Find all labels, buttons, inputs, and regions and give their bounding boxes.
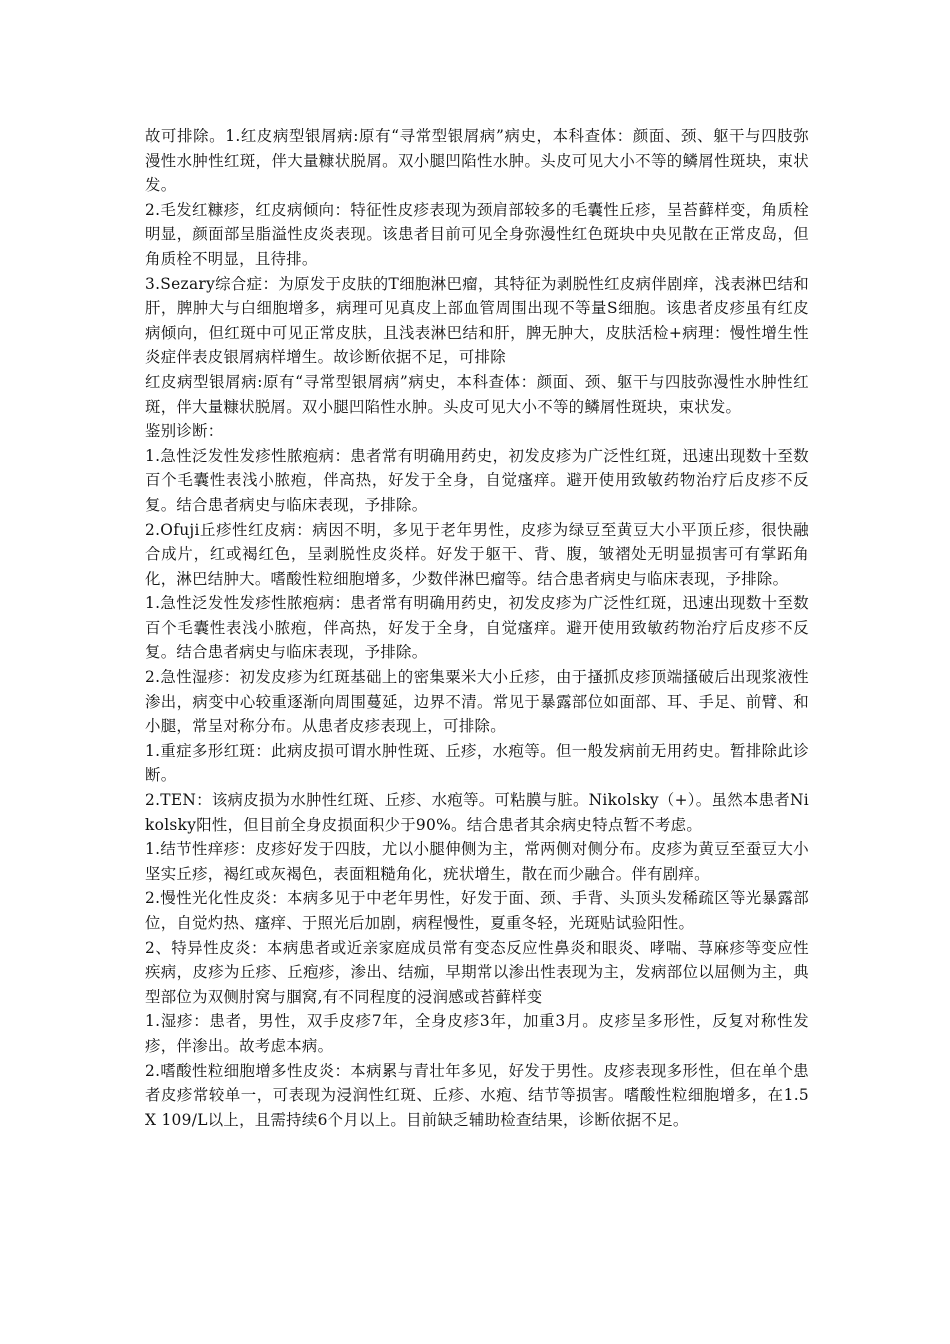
paragraph-3: 3.Sezary综合症：为原发于皮肤的T细胞淋巴瘤，其特征为剥脱性红皮病伴剧痒，浅表淋巴结和肝，脾肿大与白细胞增多，病理可见真皮上部血管周围出现不等量S细胞。该患者皮疹虽有红皮病倾向，但红斑中可见正常皮肤，且浅表淋巴结和肝，脾无肿大，皮肤活检+病理：慢性增生性炎症伴表皮银屑病样增生。故诊断依据不足，可排除	[145, 274, 809, 367]
paragraph-2: 2.毛发红糠疹，红皮病倾向：特征性皮疹表现为颈肩部较多的毛囊性丘疹，呈苔藓样变，角质栓明显，颜面部呈脂溢性皮炎表现。该患者目前可见全身弥漫性红色斑块中央见散在正常皮岛，但角质栓不明显，且待排。	[145, 200, 809, 268]
paragraph-4: 红皮病型银屑病:原有“寻常型银屑病”病史，本科查体：颜面、颈、躯干与四肢弥漫性水肿性红斑，伴大量糠状脱屑。双小腿凹陷性水肿。头皮可见大小不等的鳞屑性斑块，束状发。	[145, 372, 809, 416]
paragraph-8: 1.急性泛发性发疹性脓疱病：患者常有明确用药史，初发皮疹为广泛性红斑，迅速出现数十至数百个毛囊性表浅小脓疱，伴高热，好发于全身，自觉瘙痒。避开使用致敏药物治疗后皮疹不反复。结合患者病史与临床表现，予排除。	[145, 594, 809, 662]
paragraph-6: 1.急性泛发性发疹性脓疱病：患者常有明确用药史，初发皮疹为广泛性红斑，迅速出现数十至数百个毛囊性表浅小脓疱，伴高热，好发于全身，自觉瘙痒。避开使用致敏药物治疗后皮疹不反复。结合患者病史与临床表现，予排除。	[145, 446, 809, 514]
paragraph-9: 2.急性湿疹：初发皮疹为红斑基础上的密集粟米大小丘疹，由于搔抓皮疹顶端搔破后出现浆液性渗出，病变中心较重逐渐向周围蔓延，边界不清。常见于暴露部位如面部、耳、手足、前臂、和小腿，常呈对称分布。从患者皮疹表现上，可排除。	[145, 668, 809, 736]
paragraph-16: 2.嗜酸性粒细胞增多性皮炎：本病累与青壮年多见，好发于男性。皮疹表现多形性，但在单个患者皮疹常较单一，可表现为浸润性红斑、丘疹、水疱、结节等损害。嗜酸性粒细胞增多，在1.5 X 109/L以上，且需持续6个月以上。目前缺乏辅助检查结果，诊断依据不足。	[145, 1061, 809, 1129]
paragraph-13: 2.慢性光化性皮炎：本病多见于中老年男性，好发于面、颈、手背、头顶头发稀疏区等光暴露部位，自觉灼热、瘙痒、于照光后加剧，病程慢性，夏重冬轻，光斑贴试验阳性。	[145, 889, 809, 932]
paragraph-1: 故可排除。1.红皮病型银屑病:原有“寻常型银屑病”病史，本科查体：颜面、颈、躯干与四肢弥漫性水肿性红斑，伴大量糠状脱屑。双小腿凹陷性水肿。头皮可见大小不等的鳞屑性斑块，束状发。	[145, 127, 809, 195]
paragraph-10: 1.重症多形红斑：此病皮损可谓水肿性斑、丘疹，水疱等。但一般发病前无用药史。暂排除此诊断。	[145, 741, 809, 785]
section-heading: 鉴别诊断：	[145, 422, 224, 441]
paragraph-12: 1.结节性痒疹：皮疹好发于四肢，尤以小腿伸侧为主，常两侧对侧分布。皮疹为黄豆至蚕豆大小坚实丘疹，褐红或灰褐色，表面粗糙角化，疣状增生，散在而少融合。伴有剧痒。	[145, 840, 809, 883]
paragraph-7: 2.Ofuji丘疹性红皮病：病因不明，多见于老年男性，皮疹为绿豆至黄豆大小平顶丘疹，很快融合成片，红或褐红色，呈剥脱性皮炎样。好发于躯干、背、腹，皱褶处无明显损害可有掌跖角化，淋巴结肿大。嗜酸性粒细胞增多，少数伴淋巴瘤等。结合患者病史与临床表现，予排除。	[145, 520, 809, 588]
document-page	[145, 124, 809, 1132]
paragraph-14: 2、特异性皮炎：本病患者或近亲家庭成员常有变态反应性鼻炎和眼炎、哮喘、荨麻疹等变应性疾病，皮疹为丘疹、丘疱疹，渗出、结痂，早期常以渗出性表现为主，发病部位以屈侧为主，典型部位为双侧肘窝与腘窝,有不同程度的浸润感或苔藓样变	[145, 938, 809, 1006]
paragraph-11: 2.TEN：该病皮损为水肿性红斑、丘疹、水疱等。可粘膜与脏。Nikolsky（+）。虽然本患者Nikolsky阳性，但目前全身皮损面积少于90%。结合患者其余病史特点暂不考虑。	[145, 791, 809, 834]
paragraph-15: 1.湿疹：患者，男性，双手皮疹7年，全身皮疹3年，加重3月。皮疹呈多形性，反复对称性发疹，伴渗出。故考虑本病。	[145, 1012, 809, 1055]
